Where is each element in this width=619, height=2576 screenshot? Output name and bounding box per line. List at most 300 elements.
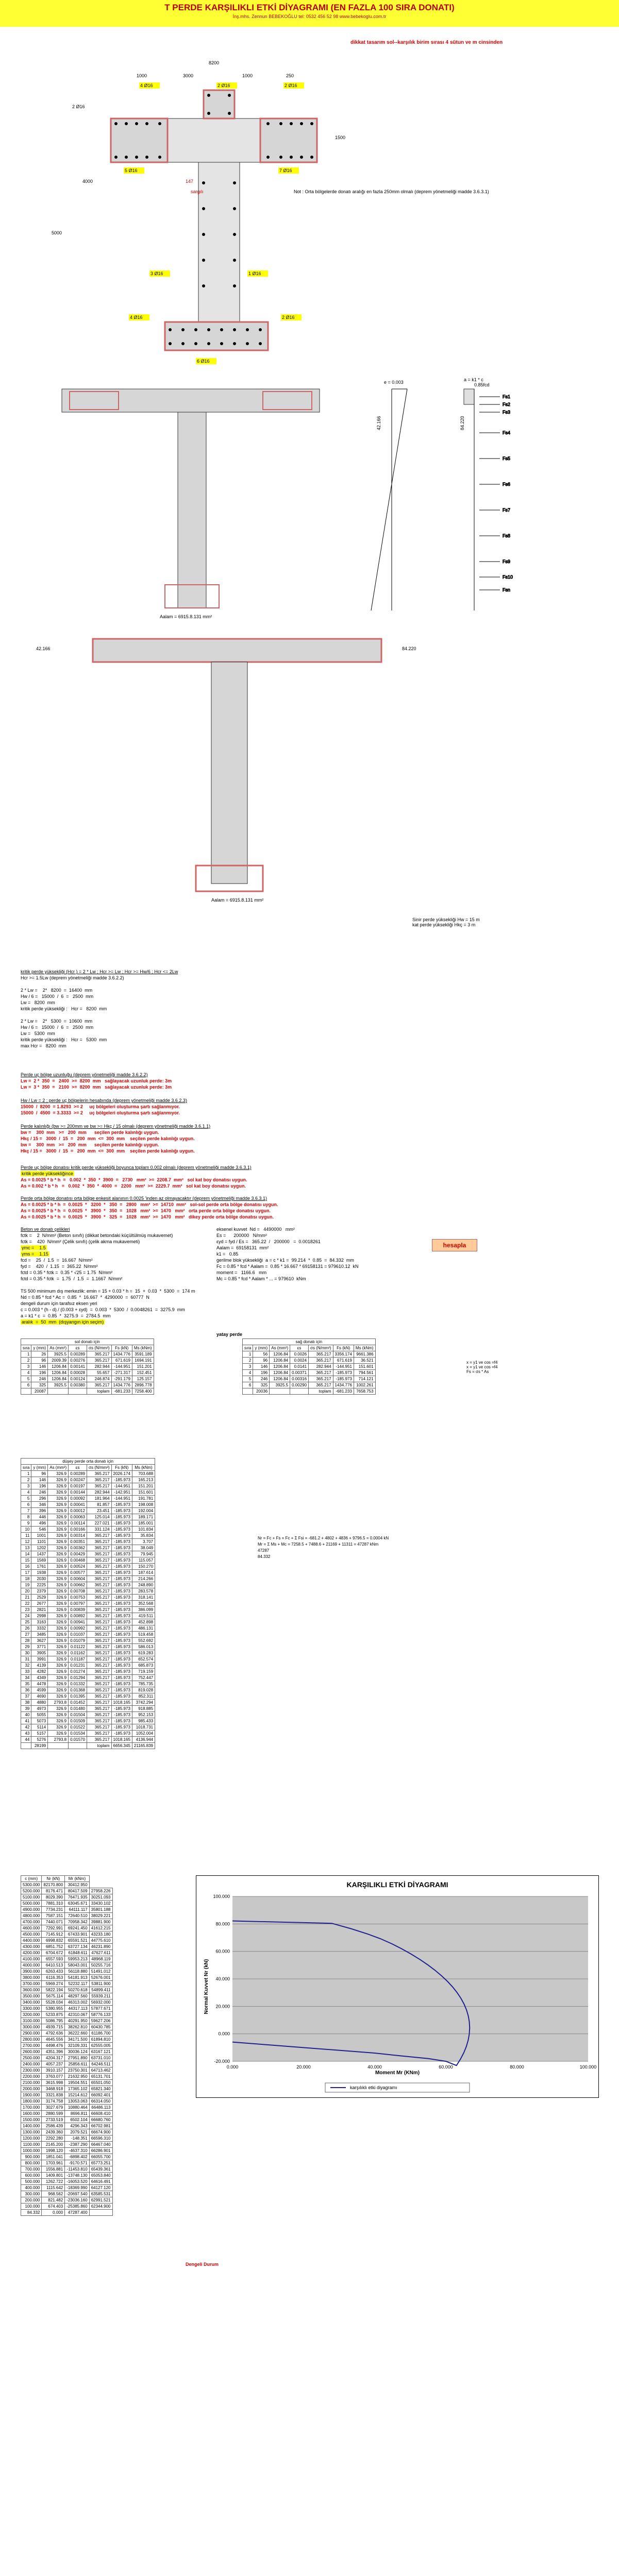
table-cell: 365.217 — [87, 1351, 111, 1358]
table1-right-title: sağ donatı için — [243, 1339, 376, 1345]
table-cell: 27958.226 — [89, 1888, 112, 1894]
table-cell: 36 — [21, 1687, 31, 1693]
table-cell: 4400.000 — [21, 1938, 42, 1944]
table-cell: 6704.672 — [42, 1950, 65, 1956]
table-cell: 1851.041 — [42, 2154, 65, 2160]
section-perde-kal: Perde uç bölge uzunluğu (deprem yönetmeliği madde 3.6.2.2) Lw = 2 * 350 = 2400 >= 8200 mm sağlayacak uzunluk perde: 3m Lw = 3 * 350 = 2100 >= 8200 mm sağlayacak uzunluk perde: 3m — [21, 1072, 172, 1090]
table-cell: 3027.679 — [42, 2105, 65, 2111]
table-cell: -185.973 — [111, 1527, 132, 1533]
table-cell: 3700.000 — [21, 1981, 42, 1987]
table-cell: 552.692 — [132, 1638, 155, 1644]
table-cell: 2793.8 — [48, 1700, 69, 1706]
table-row — [21, 1724, 155, 1731]
table-cell: 326.9 — [48, 1601, 69, 1607]
table-cell: 4136.944 — [132, 1737, 155, 1743]
table-cell: 2400.000 — [21, 2061, 42, 2067]
table-cell: 1437 — [31, 1551, 48, 1557]
table-cell: 0.00166 — [69, 1527, 87, 1533]
table-cell: 24 — [21, 1613, 31, 1619]
table-cell: 2 — [243, 1358, 253, 1364]
table-cell: 4349 — [31, 1675, 48, 1681]
table-cell: 196 — [253, 1370, 270, 1376]
table-row — [21, 1981, 113, 1987]
table-cell: 4478 — [31, 1681, 48, 1687]
table-cell: 6 — [243, 1382, 253, 1388]
table-cell: 20087 — [31, 1388, 48, 1395]
table-cell: 0.00316 — [290, 1376, 309, 1382]
table-cell: 1262.722 — [42, 2179, 65, 2185]
table-cell: 326.9 — [48, 1681, 69, 1687]
table-cell: 365.217 — [87, 1358, 111, 1364]
table-cell: 12 — [21, 1539, 31, 1545]
table-cell: 6116.353 — [42, 1975, 65, 1981]
table-row — [21, 1712, 155, 1718]
table-cell: 600.000 — [21, 2173, 42, 2179]
table-cell: 2896.778 — [132, 1382, 154, 1388]
table2-equations: Nr = Fc + Fs = Fc + Σ Fsi = -681.2 + 4802 + 4836 + 9796.5 = 0.0004 kN Mr = Σ Ms + Mc = 7258.5 + 7488.6 + 21169 + 11311 = 47287 kNm 47287 84.332 — [258, 1536, 389, 1559]
table-row — [21, 1483, 155, 1489]
table-row — [21, 1551, 155, 1557]
table-cell: 0.00468 — [69, 1557, 87, 1564]
table-cell: 365.217 — [87, 1632, 111, 1638]
table-cell: 5528.034 — [42, 1999, 65, 2006]
table-cell: 0.0141 — [290, 1364, 309, 1370]
table-cell: 365.217 — [87, 1693, 111, 1700]
table-cell: 62555.005 — [89, 2043, 112, 2049]
table-cell: 59953.213 — [65, 1956, 89, 1962]
table-cell: 4139 — [31, 1663, 48, 1669]
table-cell: 3800.000 — [21, 1975, 42, 1981]
table-cell: 1018.165 — [111, 1737, 132, 1743]
table1-left-title: sol donatı için — [21, 1339, 154, 1345]
table-cell — [48, 1743, 69, 1749]
table-cell: 0.01509 — [69, 1718, 87, 1724]
table-cell: 43 — [21, 1731, 31, 1737]
table-row — [21, 2074, 113, 2080]
table-cell: 1434.776 — [111, 1351, 132, 1358]
table-row — [243, 1388, 376, 1395]
table-cell: 0.01504 — [69, 1712, 87, 1718]
table-cell: 326.9 — [48, 1533, 69, 1539]
table-cell: 0.0026 — [290, 1351, 309, 1358]
table-cell: 19504.551 — [65, 2080, 89, 2086]
table-cell: 500.000 — [21, 2179, 42, 2185]
table-cell: -185.973 — [111, 1724, 132, 1731]
table-cell: 0.01452 — [69, 1700, 87, 1706]
table-cell — [243, 1388, 253, 1395]
table-cell: 0.00141 — [69, 1364, 87, 1370]
table-cell: 79.945 — [132, 1551, 155, 1557]
area-label-2: Aalam = 6915.8.131 mm² — [211, 897, 264, 903]
table-header-cell: As (mm²) — [48, 1345, 69, 1351]
dim-b: 8200 — [209, 60, 220, 65]
table-header-cell: As (mm²) — [270, 1345, 290, 1351]
table-cell: 785.735 — [132, 1681, 155, 1687]
chart-ytick-label: 80.000 — [215, 1921, 230, 1927]
table-cell: -185.973 — [111, 1514, 132, 1520]
dim-lower-left-2: 42.166 — [36, 646, 51, 651]
table-row — [21, 1993, 113, 1999]
table-row — [21, 1632, 155, 1638]
table-cell: 62344.900 — [89, 2204, 112, 2210]
table-cell: 2600.000 — [21, 2049, 42, 2055]
table-cell: 7587.151 — [42, 1913, 65, 1919]
table-cell: 3771 — [31, 1644, 48, 1650]
table-cell: 23 — [21, 1607, 31, 1613]
table-cell: -144.951 — [111, 1364, 132, 1370]
table-cell: 365.217 — [87, 1737, 111, 1743]
table1-left — [21, 1338, 154, 1395]
table-cell: 0.00114 — [69, 1520, 87, 1527]
table-cell: -18369.990 — [65, 2185, 89, 2191]
table-cell: 326.9 — [48, 1712, 69, 1718]
table-row — [21, 1663, 155, 1669]
table-cell: 2998 — [31, 1613, 48, 1619]
table-cell: 365.217 — [87, 1650, 111, 1656]
table-cell: 0.01162 — [69, 1650, 87, 1656]
table-cell: 5822.194 — [42, 1987, 65, 1993]
table-cell — [290, 1388, 309, 1395]
table-cell: 55.657 — [87, 1370, 111, 1376]
table-cell: 0.000 — [42, 2210, 65, 2216]
table-row — [21, 2123, 113, 2129]
table-cell: -4637.310 — [65, 2148, 89, 2154]
table-cell: 365.217 — [87, 1533, 111, 1539]
table-cell: 2300.000 — [21, 2067, 42, 2074]
table-cell: 25856.611 — [65, 2061, 89, 2067]
table-cell: 146 — [31, 1364, 48, 1370]
table-row — [21, 2191, 113, 2197]
table-row — [21, 1681, 155, 1687]
table-cell: 2 — [21, 1477, 31, 1483]
table-cell: 3600.000 — [21, 1987, 42, 1993]
table-row — [21, 2210, 113, 2216]
section-beton: Beton ve donatı çelikleri fctk = 2 N/mm² (Beton sınıfı) (dikkat betondaki küçültülmüş mukavemet) fctk = 420 N/mm² (Çelik sınıfı) (çelik akma mukavemeti) γmc = 1.5 γms = 1.15 fcd = 25 / 1.5 = 16.667 N/mm² fyd = 420 / 1.15 = 365.22 N/mm² fctd = 0.35 * fctk = 0.35 * √25 = 1.75 N/mm² fctd = 0.35 * fctk = 1.75 / 1.5 = 1.1667 N/mm² — [21, 1227, 173, 1281]
table-row — [243, 1358, 376, 1364]
dim-mid: 4000 — [82, 179, 93, 184]
table-cell: 365.217 — [87, 1613, 111, 1619]
table-row — [21, 1944, 113, 1950]
table1-right — [242, 1338, 376, 1395]
chart-ytick-label: 20.000 — [215, 2004, 230, 2009]
table-cell: 3.707 — [132, 1539, 155, 1545]
table-cell: -13748.130 — [65, 2173, 89, 2179]
table-cell: 1202 — [31, 1545, 48, 1551]
table-cell: 66055.700 — [89, 2154, 112, 2160]
table-cell: -16053.520 — [65, 2179, 89, 2185]
table-cell: toplam — [309, 1388, 333, 1395]
table-row — [21, 1514, 155, 1520]
table-cell: 1700.000 — [21, 2105, 42, 2111]
table-cell: 0.00351 — [69, 1539, 87, 1545]
table-cell: 80417.509 — [65, 1888, 89, 1894]
table-cell: 181.964 — [87, 1496, 111, 1502]
table-cell: 20036 — [253, 1388, 270, 1395]
chart-xtick-label: 60.000 — [439, 2064, 453, 2070]
table-cell: 326.9 — [48, 1607, 69, 1613]
table-cell: 61186.700 — [89, 2030, 112, 2037]
table-row — [21, 1557, 155, 1564]
table-cell: 3500.000 — [21, 1993, 42, 1999]
table-cell: 365.217 — [87, 1625, 111, 1632]
table-cell: 30 — [21, 1650, 31, 1656]
table-cell: 819.028 — [132, 1687, 155, 1693]
table-cell: 7881.310 — [42, 1901, 65, 1907]
table-cell: 26 — [21, 1625, 31, 1632]
table-cell: 2079.521 — [65, 2129, 89, 2136]
table-cell: 165.213 — [132, 1477, 155, 1483]
dim-left: 5000 — [52, 230, 62, 235]
table-cell: 69241.450 — [65, 1925, 89, 1931]
table-row — [21, 1533, 155, 1539]
table-cell: 51491.012 — [89, 1969, 112, 1975]
table-cell: -185.973 — [111, 1681, 132, 1687]
table-cell: 2586.439 — [42, 2123, 65, 2129]
table-cell: 46313.002 — [65, 1999, 89, 2006]
force-5: Fs5 — [503, 456, 511, 461]
table-cell: 4498.476 — [42, 2043, 65, 2049]
table-cell: 1206.84 — [270, 1364, 290, 1370]
table-row — [21, 1656, 155, 1663]
flange-right-boundary — [260, 118, 317, 162]
table-row — [21, 2061, 113, 2067]
table-row — [21, 1489, 155, 1496]
table-row — [21, 2018, 113, 2024]
table-cell: 0.00012 — [69, 1508, 87, 1514]
table-cell: 0.00797 — [69, 1601, 87, 1607]
table-cell: 2379 — [31, 1588, 48, 1595]
table1-side-text: x = y1 ve cos =f4 x = y1 ve cos =f4 Fs = σs * As — [466, 1360, 498, 1374]
table-row — [21, 1471, 155, 1477]
table-cell: 35.834 — [132, 1533, 155, 1539]
table-cell: 5300.000 — [21, 1882, 42, 1888]
table-cell: 3591.189 — [132, 1351, 154, 1358]
table-cell: -185.973 — [111, 1595, 132, 1601]
table-cell: 2800.000 — [21, 2037, 42, 2043]
table-cell: 0.00289 — [69, 1351, 87, 1358]
table-row — [21, 1358, 154, 1364]
table-cell: 326.9 — [48, 1613, 69, 1619]
table-row — [21, 1975, 113, 1981]
table-cell: 4057.237 — [42, 2061, 65, 2067]
hesapla-button[interactable]: hesapla — [432, 1239, 477, 1251]
table-row — [21, 1894, 113, 1901]
table-row — [21, 1595, 155, 1601]
table-cell: 326.9 — [48, 1731, 69, 1737]
table-cell: 4296.343 — [65, 2123, 89, 2129]
table-cell — [21, 1388, 31, 1395]
table-row — [21, 1650, 155, 1656]
force-10: Fs10 — [503, 574, 513, 580]
table-cell: -11453.810 — [65, 2166, 89, 2173]
bar-label-10: 2 Ø16 — [282, 315, 295, 320]
table-row — [21, 2086, 113, 2092]
table-cell: 3332 — [31, 1625, 48, 1632]
table-cell: 326.9 — [48, 1471, 69, 1477]
table-row — [21, 2160, 113, 2166]
table-cell: 37 — [21, 1693, 31, 1700]
table-cell: 1100.000 — [21, 2142, 42, 2148]
table-cell: -185.973 — [111, 1669, 132, 1675]
table-cell: 6851.752 — [42, 1944, 65, 1950]
table-cell: 50270.618 — [65, 1987, 89, 1993]
table-cell: 325 — [253, 1382, 270, 1388]
table-cell: 326.9 — [48, 1496, 69, 1502]
chart-xlabel: Moment Mr (KNm) — [375, 2070, 420, 2076]
table-cell: 6998.832 — [42, 1938, 65, 1944]
table-cell: 4792.636 — [42, 2030, 65, 2037]
table-cell: 47627.611 — [89, 1950, 112, 1956]
table-cell: 365.217 — [87, 1570, 111, 1576]
table-row — [21, 1388, 154, 1395]
table-cell: -20697.540 — [65, 2191, 89, 2197]
table-cell: 29 — [21, 1644, 31, 1650]
table-cell: 1206.84 — [48, 1376, 69, 1382]
table-cell: 2880.599 — [42, 2111, 65, 2117]
table-cell: 326.9 — [48, 1632, 69, 1638]
table-row — [21, 1731, 155, 1737]
table-cell: 3174.758 — [42, 2098, 65, 2105]
table-cell: 7292.991 — [42, 1925, 65, 1931]
table-cell: 365.217 — [309, 1370, 333, 1376]
table-cell: 40291.950 — [65, 2018, 89, 2024]
table-header-cell: σs (N/mm²) — [87, 1345, 111, 1351]
table-header-cell: Ms (kNm) — [132, 1345, 154, 1351]
table-cell: 66680.760 — [89, 2117, 112, 2123]
table-cell: 101.834 — [132, 1527, 155, 1533]
label-sargi: sargılı — [191, 189, 204, 194]
table-cell: 38 — [21, 1700, 31, 1706]
chart-legend — [325, 2083, 470, 2092]
table-cell: 365.217 — [87, 1638, 111, 1644]
table-cell: 1900.000 — [21, 2092, 42, 2098]
table-row — [21, 1901, 113, 1907]
table-cell: 30036.124 — [65, 2049, 89, 2055]
table-cell: 365.217 — [87, 1675, 111, 1681]
section-drawing — [0, 28, 619, 636]
table-cell: -185.973 — [111, 1551, 132, 1557]
table-cell: 3 — [243, 1364, 253, 1370]
table-cell: 365.217 — [87, 1545, 111, 1551]
table-cell: 150.270 — [132, 1564, 155, 1570]
table-cell: 326.9 — [48, 1625, 69, 1632]
table-cell: 3485 — [31, 1632, 48, 1638]
table-cell: 0.00289 — [69, 1471, 87, 1477]
table-row — [21, 2098, 113, 2105]
table-cell: 365.217 — [87, 1663, 111, 1669]
side-note: Sinir perde yüksekliği Hw = 15 m kat perde yüksekliği Hkç = 3 m — [412, 917, 480, 927]
dim-lower-left: 42.166 — [376, 416, 381, 430]
table-cell: 53811.900 — [89, 1981, 112, 1987]
table-cell: 185.001 — [132, 1520, 155, 1527]
table-cell: 5 — [21, 1496, 31, 1502]
table-cell: 7 — [21, 1508, 31, 1514]
table-cell: -185.973 — [111, 1718, 132, 1724]
table-cell: 326.9 — [48, 1650, 69, 1656]
table-cell: 0.00839 — [69, 1607, 87, 1613]
table-cell: 6263.433 — [42, 1969, 65, 1975]
table-cell: 62991.521 — [89, 2197, 112, 2204]
table-row — [21, 1638, 155, 1644]
section-perde-genis: Hw / Lw = 2 ; perde uç bölgelerin hesabında (deprem yönetmeliği madde 3.6.2.3) 15000 / 8200 = 1.8293 >= 2 uç bölgeleri oluşturma şartı sağlanmıyor. 15000 / 4500 = 3.3333 >= 2 uç bölgeleri oluşturma şartı sağlanmıyor. — [21, 1098, 187, 1115]
table-cell: 1694.191 — [132, 1358, 154, 1364]
table-cell: 6 — [21, 1502, 31, 1508]
table-row — [21, 1925, 113, 1931]
table-cell: 446 — [31, 1514, 48, 1520]
table-cell: 96 — [253, 1358, 270, 1364]
table-cell: 38262.810 — [65, 2024, 89, 2030]
table-cell: 1 — [21, 1351, 31, 1358]
table-cell: 365.217 — [87, 1724, 111, 1731]
table-cell: -185.973 — [111, 1502, 132, 1508]
table-cell: 4973 — [31, 1706, 48, 1712]
table-row — [21, 1576, 155, 1582]
table-cell: 1018.165 — [111, 1700, 132, 1706]
table-cell: 2821 — [31, 1607, 48, 1613]
table-cell: 365.217 — [87, 1656, 111, 1663]
chart-xtick-label: 100.000 — [579, 2064, 597, 2070]
table-row — [21, 1364, 154, 1370]
table-cell: 985.433 — [132, 1718, 155, 1724]
table-cell: 26 — [31, 1351, 48, 1358]
section-perde-kalinlik: Perde kalınlığı (bw >= 200mm ve bw >= Hkç / 15 olmalı (deprem yönetmeliği madde 3.6.1.1) bw = 300 mm >= 200 mm seçilen perde kalınlığı uygun. Hkç / 15 = 3000 / 15 = 200 mm <= 300 mm seçilen perde kalınlığı uygun. bw = 300 mm >= 200 mm seçilen perde kalınlığı uygun. Hkç / 15 = 3000 / 15 = 200 mm <= 300 mm seçilen perde kalınlığı uygun. — [21, 1124, 211, 1154]
table-cell: 365.217 — [87, 1551, 111, 1557]
table-cell: 152.451 — [132, 1370, 154, 1376]
table-cell: 2733.519 — [42, 2117, 65, 2123]
table-cell: 326.9 — [48, 1669, 69, 1675]
table-cell: -185.973 — [111, 1557, 132, 1564]
table-cell: 282.944 — [87, 1364, 111, 1370]
table-row — [21, 1700, 155, 1706]
table-cell: 326.9 — [48, 1656, 69, 1663]
table-cell: 56932.000 — [89, 1999, 112, 2006]
table-row — [21, 1675, 155, 1681]
web2 — [211, 662, 247, 884]
table-cell: 3100.000 — [21, 2018, 42, 2024]
table-cell: -148.351 — [65, 2136, 89, 2142]
table-cell: 386.099 — [132, 1607, 155, 1613]
table-cell: 4599 — [31, 1687, 48, 1693]
table-cell: -185.973 — [111, 1545, 132, 1551]
table-cell: 57877.671 — [89, 2006, 112, 2012]
table-cell: 700.000 — [21, 2166, 42, 2173]
elev-flange — [62, 389, 320, 412]
table-cell: 4939.715 — [42, 2024, 65, 2030]
stress-block — [464, 389, 474, 404]
force-2: Fs2 — [503, 402, 511, 407]
table-cell: 0.01231 — [69, 1663, 87, 1669]
table-cell: -185.973 — [111, 1706, 132, 1712]
table-cell: 326.9 — [48, 1502, 69, 1508]
table-cell: 151.201 — [132, 1364, 154, 1370]
table-cell: 16 — [21, 1564, 31, 1570]
table-cell: 282.944 — [309, 1364, 333, 1370]
table-row — [21, 1539, 155, 1545]
chart-ytick-label: 100.000 — [213, 1894, 230, 1899]
table-row — [21, 2111, 113, 2117]
chart-ylabel: Normal Kuvvet Nr (kN) — [204, 1959, 209, 2014]
elev-web — [178, 412, 206, 608]
table-cell: 81.857 — [87, 1502, 111, 1508]
chart-ytick-label: 40.000 — [215, 1976, 230, 1981]
table-cell: 36.521 — [354, 1358, 375, 1364]
table-cell: -185.973 — [111, 1607, 132, 1613]
table-cell: 3925.5 — [48, 1351, 69, 1358]
table-cell: 300.000 — [21, 2191, 42, 2197]
table-cell: -142.951 — [111, 1489, 132, 1496]
table-cell: 1600.000 — [21, 2111, 42, 2117]
table-cell: 43233.180 — [89, 1931, 112, 1938]
